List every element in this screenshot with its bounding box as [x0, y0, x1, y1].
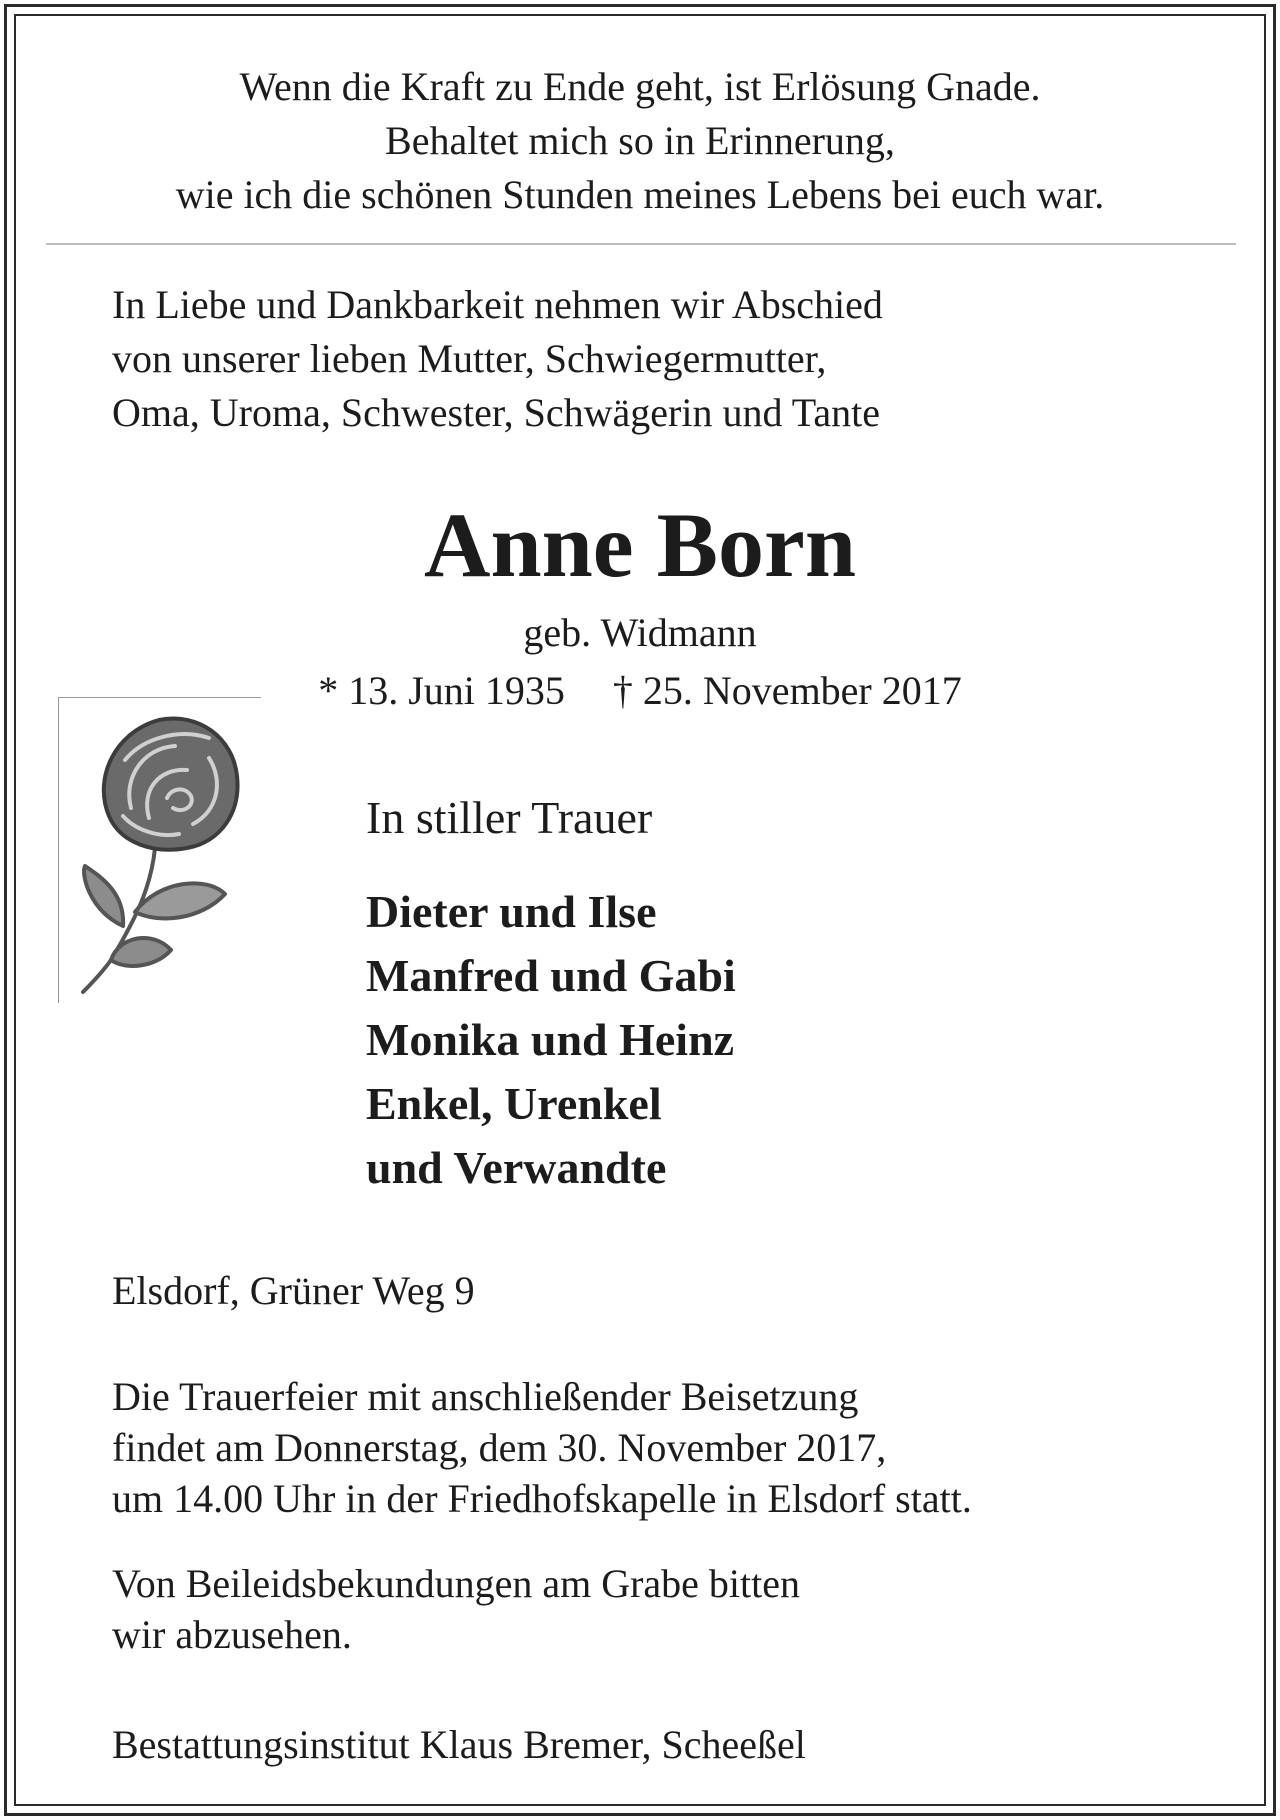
- birth-date: * 13. Juni 1935: [318, 668, 565, 713]
- mourning-heading: In stiller Trauer: [366, 792, 653, 843]
- farewell-intro: [112, 278, 883, 440]
- divider: [46, 243, 1236, 245]
- funeral-home: Bestattungsinstitut Klaus Bremer, Scheeßel: [112, 1722, 806, 1767]
- condolence-note: [112, 1558, 800, 1660]
- deceased-name: Anne Born: [424, 494, 856, 596]
- mourner-name: Enkel, Urenkel: [366, 1078, 662, 1129]
- mourner-name: Dieter und Ilse: [366, 886, 657, 937]
- intro-line: Oma, Uroma, Schwester, Schwägerin und Tante: [112, 390, 880, 435]
- mourner-name: und Verwandte: [366, 1142, 667, 1193]
- mourner-list: [366, 880, 736, 1200]
- family-address: Elsdorf, Grüner Weg 9: [112, 1268, 475, 1313]
- mourner-name: Manfred und Gabi: [366, 950, 736, 1001]
- service-line: Die Trauerfeier mit anschließender Beisetzung: [112, 1374, 859, 1419]
- service-line: findet am Donnerstag, dem 30. November 2017,: [112, 1425, 887, 1470]
- opening-verse: [0, 60, 1280, 222]
- intro-line: In Liebe und Dankbarkeit nehmen wir Abschied: [112, 282, 883, 327]
- birth-name: geb. Widmann: [523, 610, 757, 655]
- intro-line: von unserer lieben Mutter, Schwiegermutter,: [112, 336, 827, 381]
- service-details: [112, 1371, 972, 1524]
- mourner-name: Monika und Heinz: [366, 1014, 735, 1065]
- death-date: † 25. November 2017: [612, 668, 962, 713]
- service-line: um 14.00 Uhr in der Friedhofskapelle in Elsdorf statt.: [112, 1476, 972, 1521]
- verse-line: Behaltet mich so in Erinnerung,: [385, 118, 895, 163]
- rose-icon: [58, 697, 261, 1003]
- verse-line: wie ich die schönen Stunden meines Lebens bei euch war.: [175, 172, 1105, 217]
- condolence-line: wir abzusehen.: [112, 1612, 352, 1657]
- verse-line: Wenn die Kraft zu Ende geht, ist Erlösung Gnade.: [239, 64, 1041, 109]
- condolence-line: Von Beileidsbekundungen am Grabe bitten: [112, 1561, 801, 1606]
